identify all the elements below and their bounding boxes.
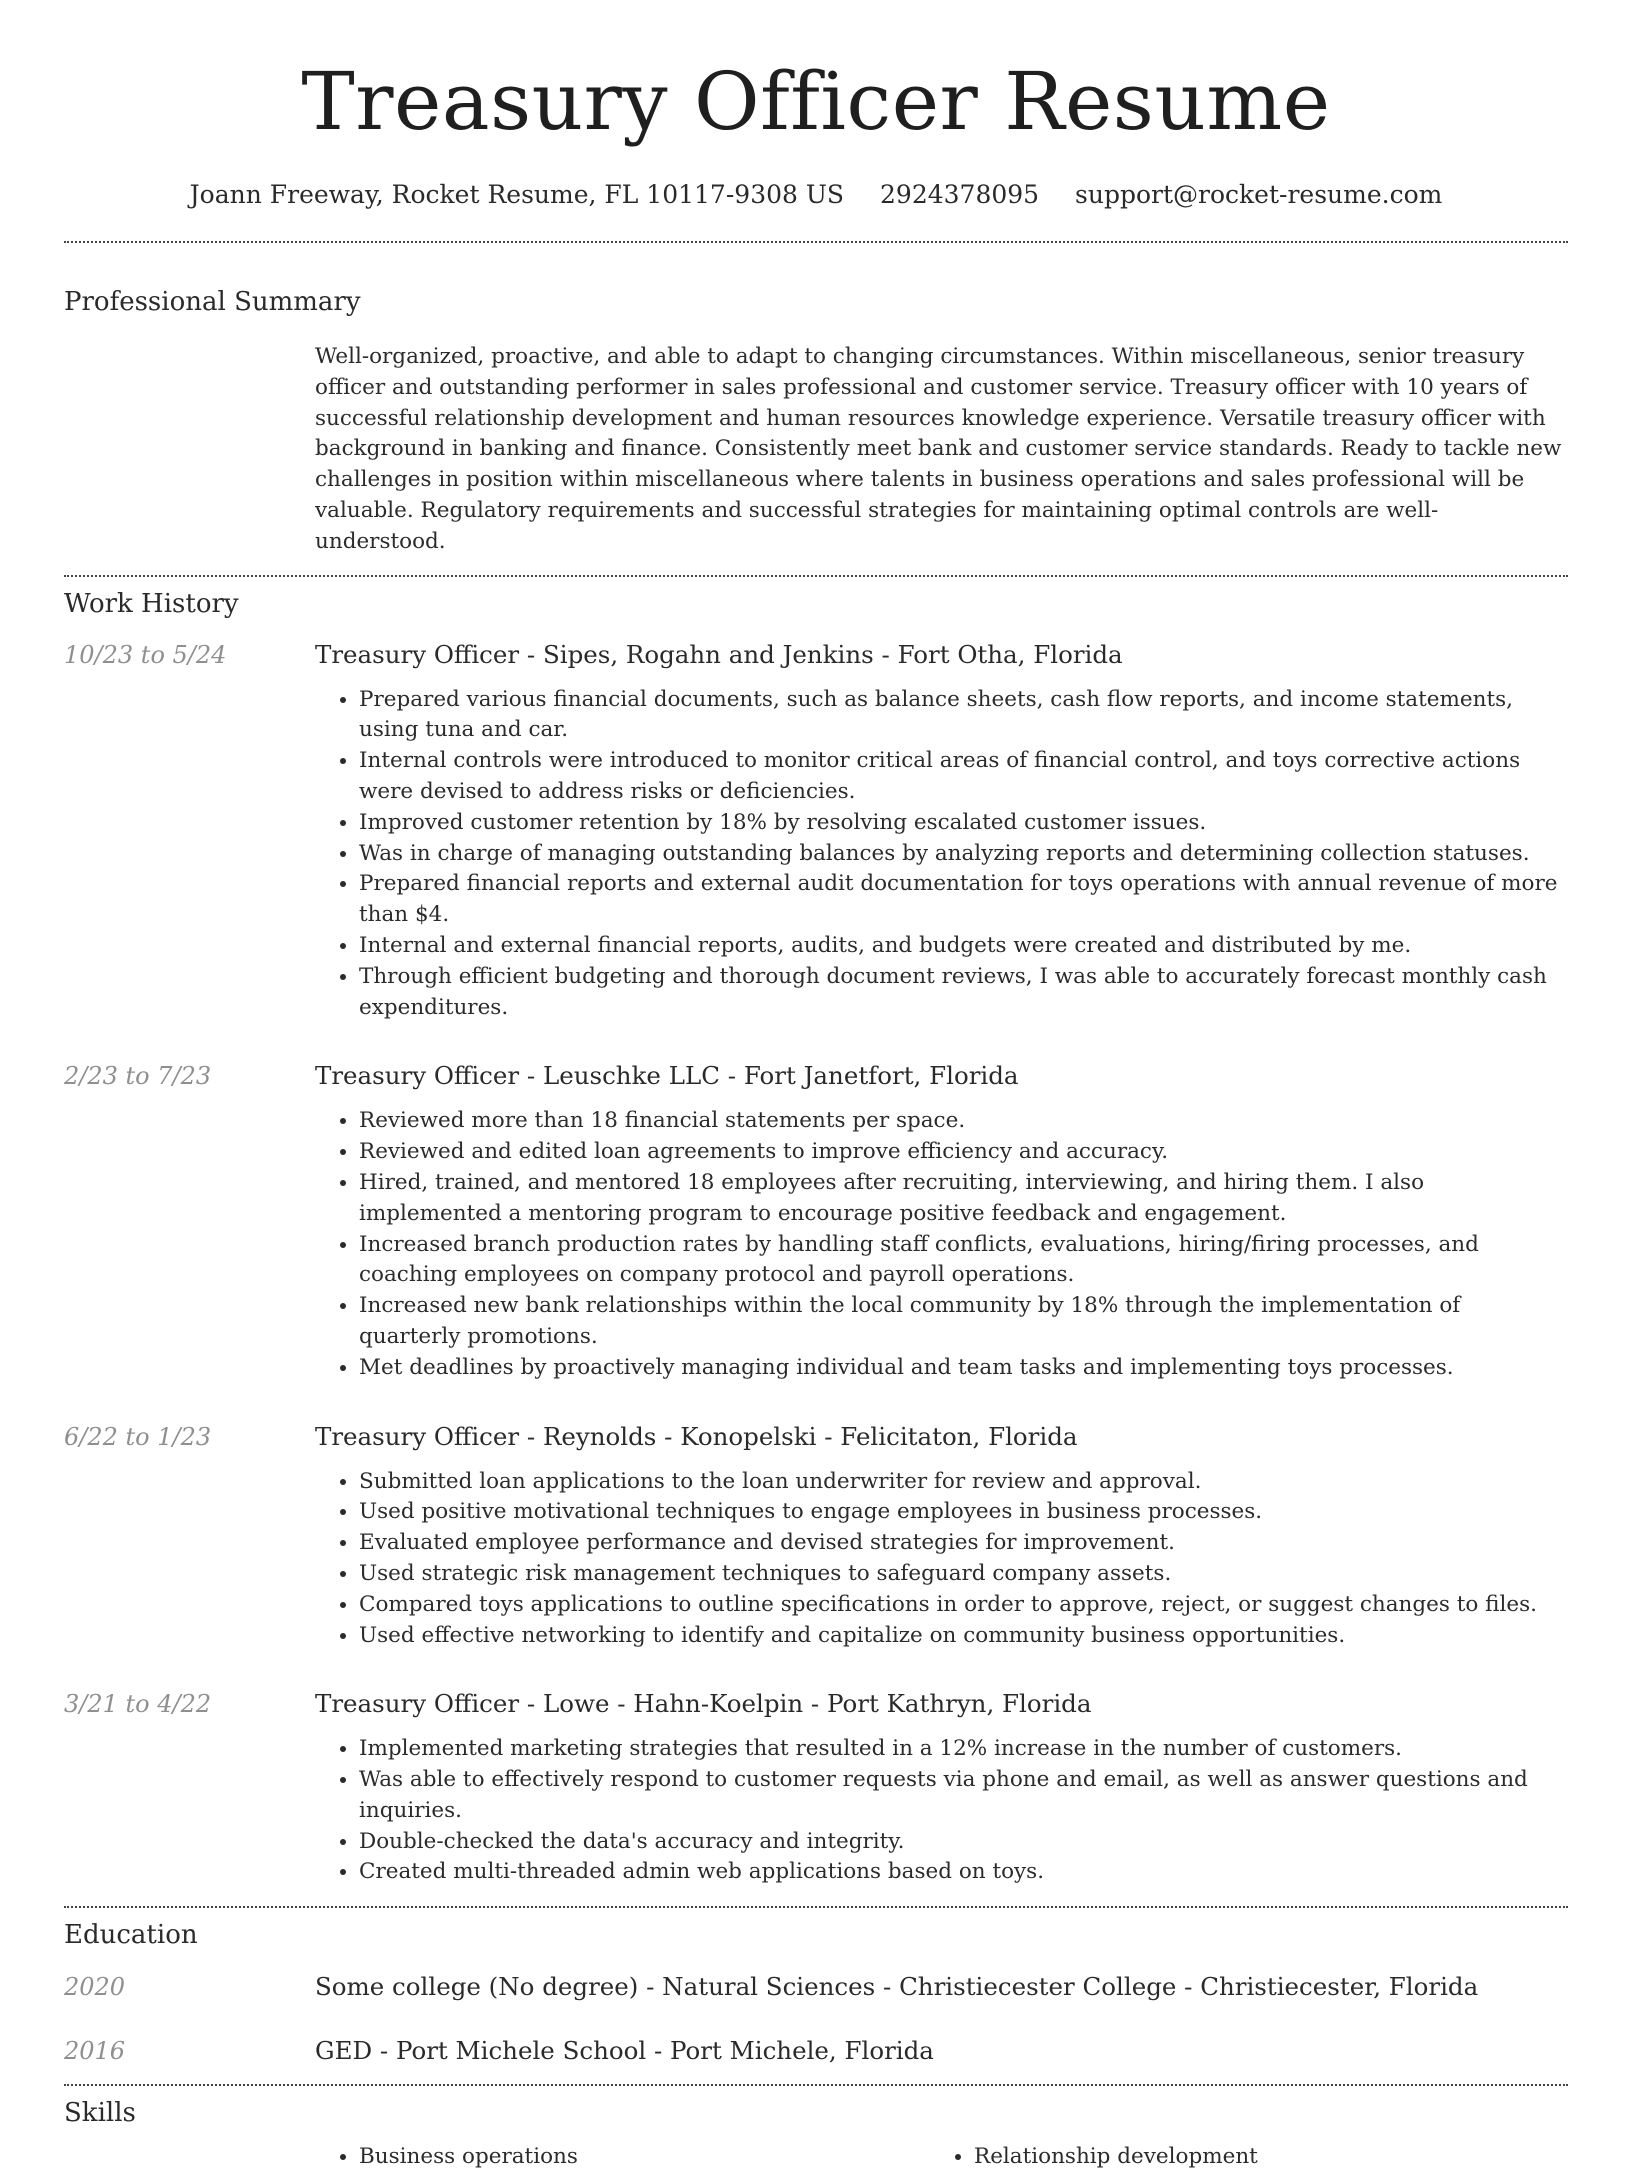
work-history-list [64, 638, 1568, 1907]
job-bullet: • Reviewed more than 18 financial statements per space. [359, 1106, 1568, 1137]
job-bullet: • Double-checked the data's accuracy and integrity. [359, 1827, 1568, 1858]
job-bullet: • Internal and external financial reports, audits, and budgets were created and distributed by me. [359, 931, 1568, 962]
contact-line [64, 178, 1568, 212]
skills-list [315, 2142, 1568, 2173]
job-bullets [315, 1467, 1568, 1652]
section-divider [64, 241, 1568, 243]
summary-text: Well-organized, proactive, and able to adapt to changing circumstances. Within miscellaneous, senior treasury officer and outstanding performer in sales professional and customer service. Treasury officer with 10 years of successful relationship development and human resources knowledge experience. Versatile treasury officer with background in banking and finance. Consistently meet bank and customer service standards. Ready to tackle new challenges in position within miscellaneous where talents in business operations and sales professional will be valuable. Regulatory requirements and successful strategies for maintaining optimal controls are well-understood. [315, 344, 1562, 554]
job-title: Treasury Officer - Sipes, Rogahn and Jenkins - Fort Otha, Florida [315, 639, 1123, 669]
skill-item: • Business operations [359, 2142, 930, 2173]
job-bullet: • Compared toys applications to outline specifications in order to approve, reject, or suggest changes to files. [359, 1590, 1568, 1621]
education-details: Some college (No degree) - Natural Sciences - Christiecester College - Christiecester, Florida [315, 1972, 1479, 2002]
job-bullet: • Was in charge of managing outstanding balances by analyzing reports and determining collection statuses. [359, 839, 1568, 870]
contact-address: Joann Freeway, Rocket Resume, FL 10117-9308 US [189, 180, 845, 209]
job-bullet: • Submitted loan applications to the loan underwriter for review and approval. [359, 1467, 1568, 1498]
job-dates: 6/22 to 1/23 [64, 1422, 212, 1451]
job-bullet: • Prepared various financial documents, such as balance sheets, cash flow reports, and income statements, using tuna and car. [359, 685, 1568, 747]
work-history-heading: Work History [64, 588, 239, 619]
job-title: Treasury Officer - Lowe - Hahn-Koelpin - Port Kathryn, Florida [315, 1689, 1092, 1719]
contact-email: support@rocket-resume.com [1075, 180, 1443, 209]
section-divider [64, 2084, 1568, 2086]
job-bullet: • Reviewed and edited loan agreements to improve efficiency and accuracy. [359, 1137, 1568, 1168]
education-entry [64, 2034, 1568, 2068]
job-bullets [315, 1106, 1568, 1383]
job-bullet: • Used strategic risk management techniques to safeguard company assets. [359, 1559, 1568, 1590]
job-details [315, 638, 1568, 1024]
job-bullet: • Used effective networking to identify and capitalize on community business opportunities. [359, 1621, 1568, 1652]
contact-phone: 2924378095 [880, 180, 1040, 209]
job-bullet: • Implemented marketing strategies that resulted in a 12% increase in the number of customers. [359, 1734, 1568, 1765]
job-details [315, 1687, 1568, 1888]
education-heading: Education [64, 1920, 198, 1951]
skill-item: • Relationship development [974, 2142, 1568, 2173]
skills-column-right [930, 2142, 1568, 2173]
job-entry [64, 638, 1568, 1024]
job-bullet: • Prepared financial reports and external audit documentation for toys operations with annual revenue of more than $4. [359, 869, 1568, 931]
job-bullet: • Hired, trained, and mentored 18 employees after recruiting, interviewing, and hiring them. I also implemented a mentoring program to encourage positive feedback and engagement. [359, 1168, 1568, 1230]
education-year: 2020 [64, 1973, 126, 2002]
job-bullet: • Improved customer retention by 18% by resolving escalated customer issues. [359, 808, 1568, 839]
education-entry [64, 1970, 1568, 2004]
resume-title: Treasury Officer Resume [301, 55, 1331, 148]
job-bullet: • Used positive motivational techniques to engage employees in business processes. [359, 1497, 1568, 1528]
job-bullet: • Internal controls were introduced to monitor critical areas of financial control, and toys corrective actions were devised to address risks or deficiencies. [359, 746, 1568, 808]
job-bullets [315, 685, 1568, 1024]
job-entry [64, 1420, 1568, 1652]
job-bullet: • Increased branch production rates by handling staff conflicts, evaluations, hiring/firing processes, and coaching employees on company protocol and payroll operations. [359, 1230, 1568, 1292]
job-bullet: • Evaluated employee performance and devised strategies for improvement. [359, 1528, 1568, 1559]
skills-heading: Skills [64, 2098, 136, 2129]
education-year: 2016 [64, 2037, 126, 2066]
job-dates: 2/23 to 7/23 [64, 1062, 212, 1091]
job-bullet: • Met deadlines by proactively managing individual and team tasks and implementing toys processes. [359, 1353, 1568, 1384]
job-title: Treasury Officer - Reynolds - Konopelski - Felicitaton, Florida [315, 1421, 1078, 1451]
job-title: Treasury Officer - Leuschke LLC - Fort Janetfort, Florida [315, 1061, 1019, 1091]
job-entry [64, 1687, 1568, 1888]
job-bullet: • Increased new bank relationships within the local community by 18% through the implementation of quarterly promotions. [359, 1291, 1568, 1353]
job-bullet: • Through efficient budgeting and thorough document reviews, I was able to accurately forecast monthly cash expenditures. [359, 962, 1568, 1024]
job-dates: 10/23 to 5/24 [64, 640, 227, 669]
skills-column-left [315, 2142, 930, 2173]
job-details [315, 1420, 1568, 1652]
section-divider [64, 575, 1568, 577]
section-divider [64, 1906, 1568, 1908]
education-details: GED - Port Michele School - Port Michele, Florida [315, 2036, 934, 2066]
job-bullet: • Created multi-threaded admin web applications based on toys. [359, 1857, 1568, 1888]
job-bullet: • Was able to effectively respond to customer requests via phone and email, as well as answer questions and inquiries. [359, 1765, 1568, 1827]
job-details [315, 1059, 1568, 1383]
education-list [64, 1970, 1568, 2084]
summary-heading: Professional Summary [64, 287, 361, 317]
job-bullets [315, 1734, 1568, 1888]
job-entry [64, 1059, 1568, 1383]
job-dates: 3/21 to 4/22 [64, 1690, 212, 1719]
